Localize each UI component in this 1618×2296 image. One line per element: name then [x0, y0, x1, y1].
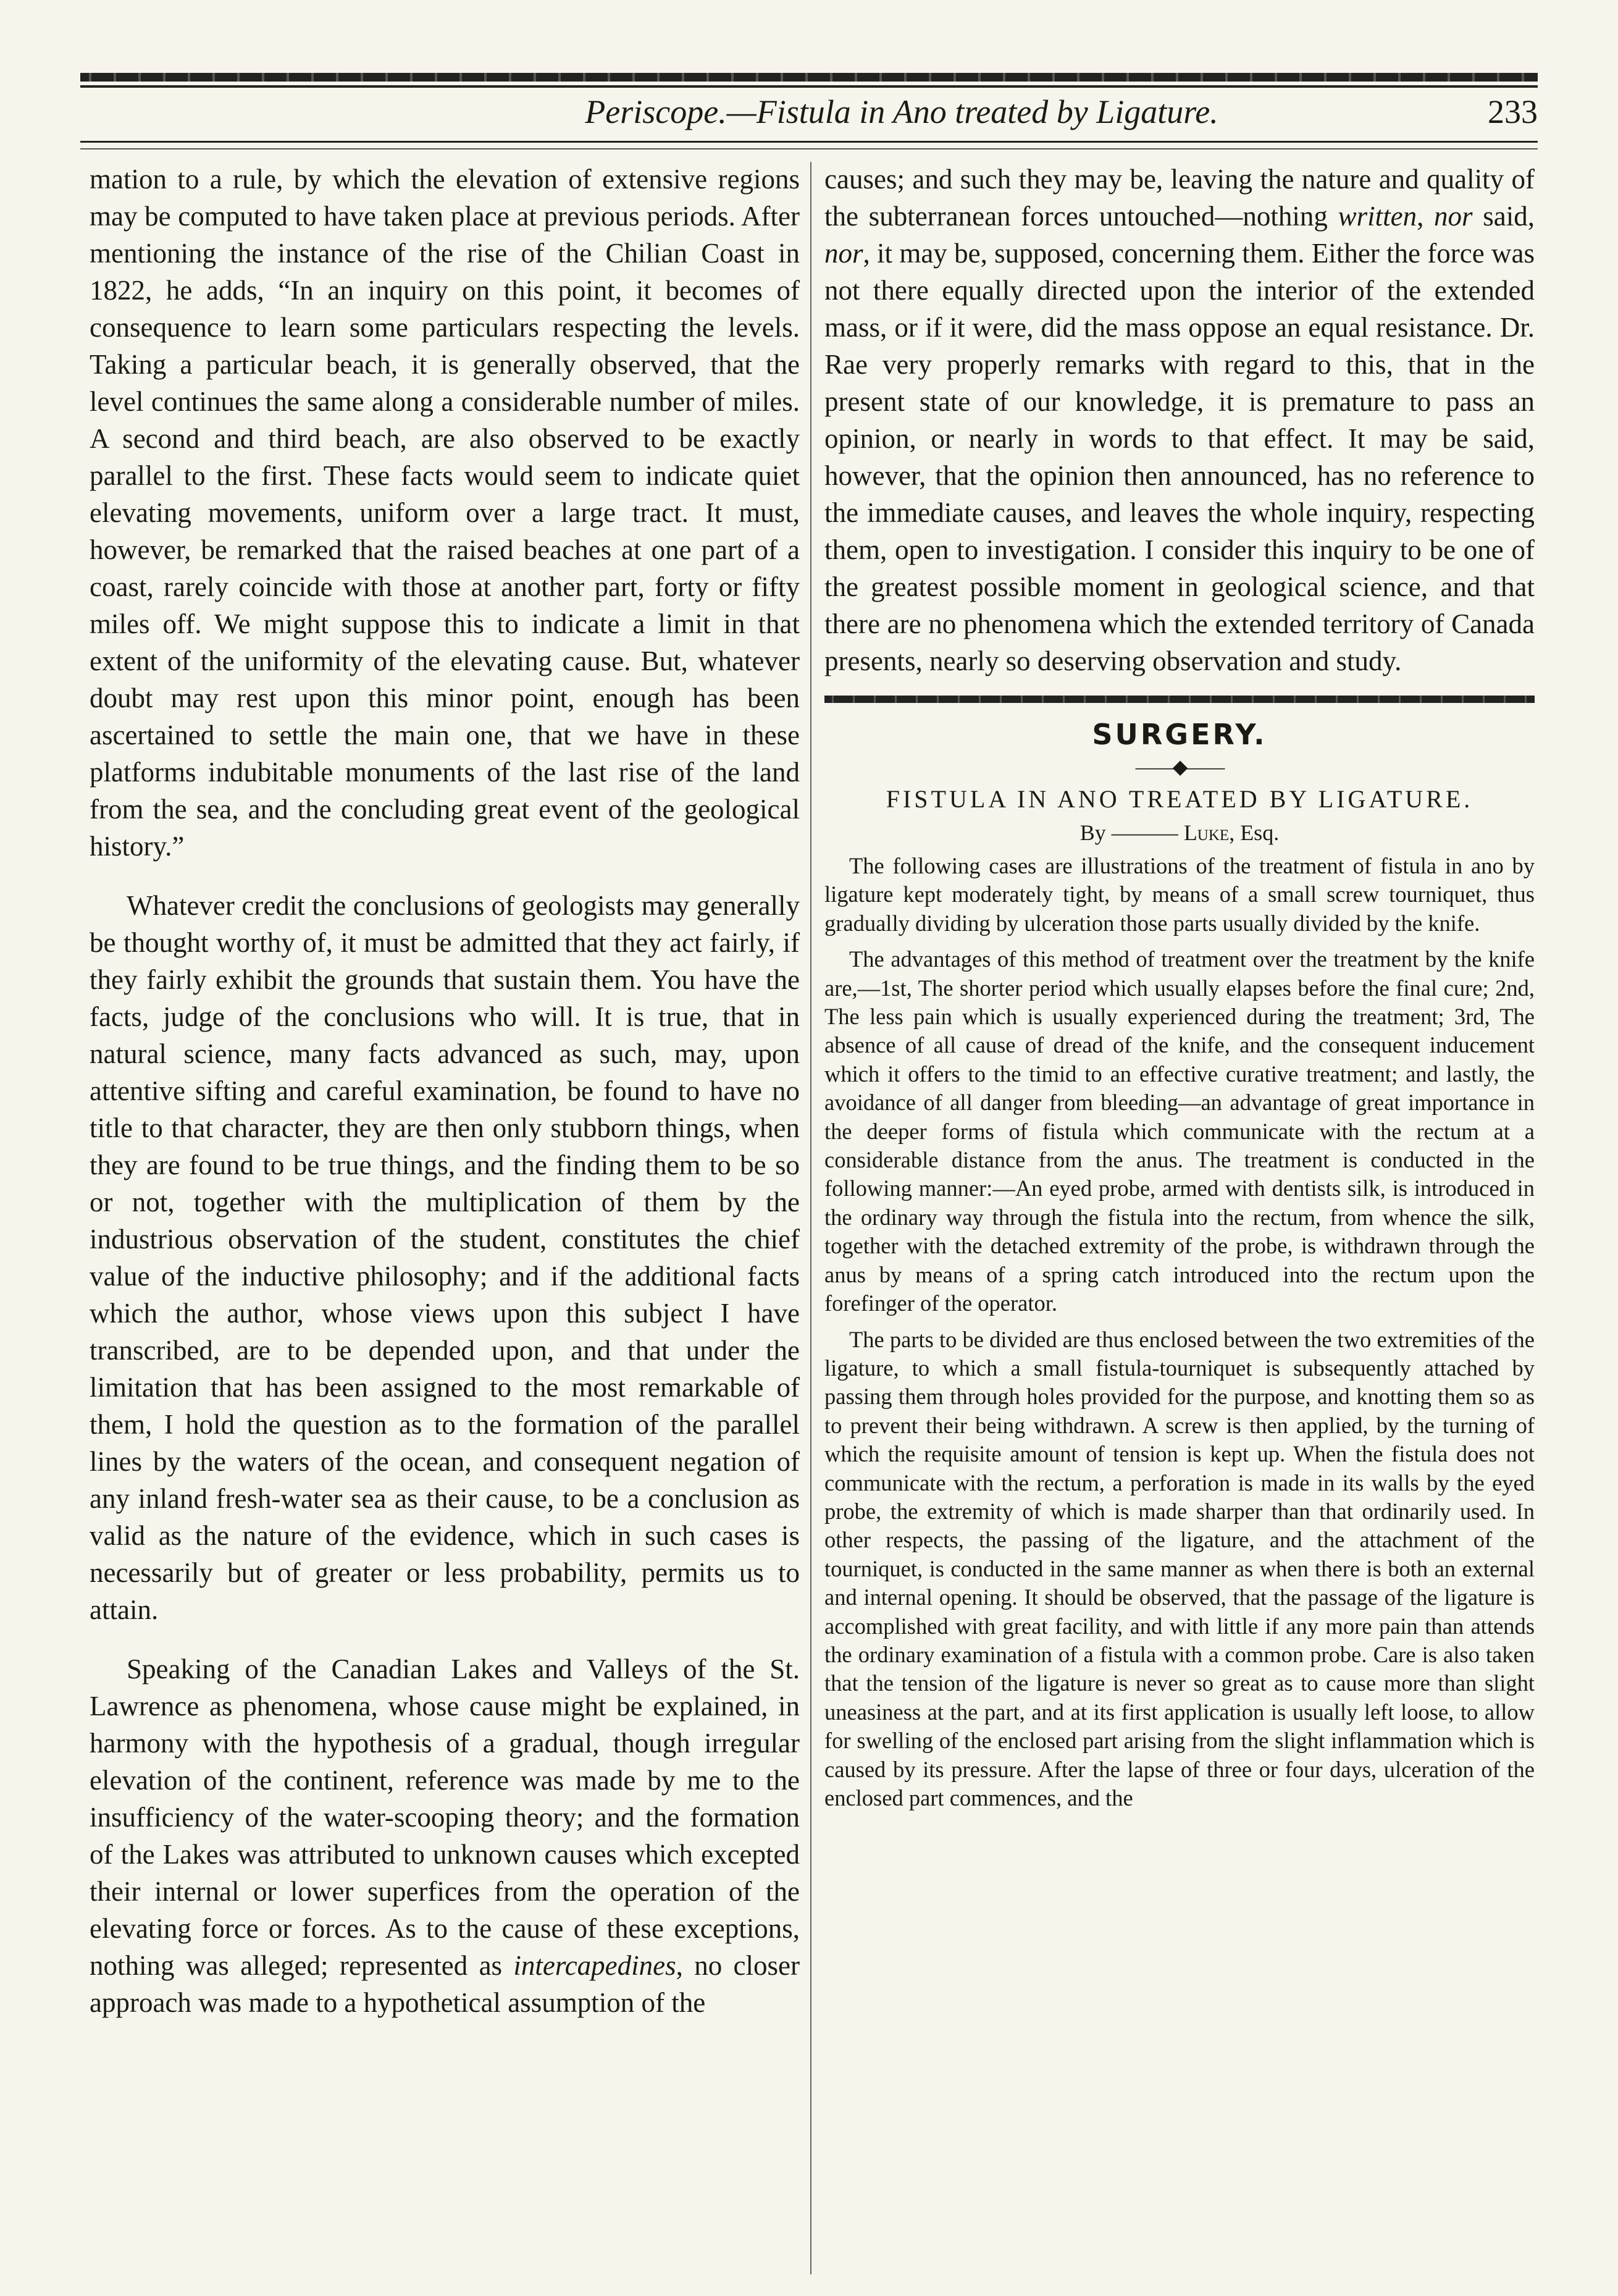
- paragraph-text: , it may be, supposed, concerning them. Either the force was not there equally directed upon the interior of the extended mass, or if it were, did the mass oppose an equal resistance. Dr. Rae very properly remarks with regard to this, that in the present state of our knowledge, it is premature to pass an opinion, or nearly in words to that effect. It may be said, however, that the opinion then announced, has no reference to the immediate causes, and leaves the whole inquiry, respecting them, open to investigation. I consider this inquiry to be one of the greatest possible moment in geological science, and that there are no phenomena which the extended territory of Canada presents, nearly so deserving observation and study.: [824, 238, 1535, 676]
- section-heading: SURGERY.: [1092, 718, 1267, 751]
- small-paragraph: The following cases are illustrations of the treatment of fistula in ano by ligature kept moderately tight, by means of a small screw tourniquet, thus gradually dividing by ulceration those parts usually divided by the knife.: [824, 853, 1535, 936]
- byline: [824, 820, 1535, 846]
- header-rule-thin: [80, 148, 1538, 149]
- paragraph-text: ,: [1417, 201, 1435, 232]
- small-paragraph: The advantages of this method of treatment over the treatment by the knife are,—1st, The shorter period which usually elapses before the final cure; 2nd, The less pain which is usually experienced during the treatment; 3rd, The absence of all cause of dread of the knife, and the consequent inducement which it offers to the timid to an effective curative treatment; and lastly, the avoidance of all danger from bleeding—an advantage of great importance in the deeper forms of fistula which communicate with the rectum at a considerable distance from the anus. The treatment is conducted in the following manner:—An eyed probe, armed with dentists silk, is introduced in the ordinary way through the fistula into the rectum, from whence the silk, together with the detached extremity of the probe, is withdrawn through the anus by means of a spring catch introduced into the rectum upon the forefinger of the operator.: [824, 946, 1535, 1316]
- paragraph-text: , no closer approach was made to a hypothetical assumption of the: [90, 1950, 800, 2018]
- page-number: 233: [1488, 93, 1538, 130]
- byline-prefix: By ———: [1079, 820, 1184, 845]
- article-title: FISTULA IN ANO TREATED BY LIGATURE.: [886, 785, 1473, 813]
- paragraph: Whatever credit the conclusions of geologists may generally be thought worthy of, it must be admitted that they act fairly, if they fairly exhibit the grounds that sustain them. You have the facts, judge of the conclusions who will. It is true, that in natural science, many facts advanced as such, may, upon attentive sifting and careful examination, be found to have no title to that character, they are then only stubborn things, when they are found to be true things, and the finding them to be so or not, together with the multiplication of them by the industrious observation of the student, constitutes the chief value of the inductive philosophy; and if the additional facts which the author, whose views upon this subject I have transcribed, are to be depended upon, and that under the limitation that has been assigned to the most remarkable of them, I hold the question as to the formation of the parallel lines by the waters of the ocean, and consequent negation of any inland fresh-water sea as their cause, to be a conclusion as valid as the nature of the evidence, which in such cases is necessarily but of greater or less probability, permits us to attain.: [90, 890, 800, 1625]
- running-title: Periscope.—Fistula in Ano treated by Ligature.: [585, 93, 1218, 130]
- byline-suffix: , Esq.: [1229, 820, 1280, 845]
- header-rule: [80, 141, 1538, 143]
- left-column: [90, 161, 800, 2043]
- running-header: [80, 93, 1538, 136]
- italic-term: intercapedines: [513, 1950, 676, 1981]
- column-divider: [810, 162, 811, 2274]
- right-column: [824, 161, 1535, 1812]
- paragraph-text: said,: [1472, 201, 1535, 232]
- small-paragraph: The parts to be divided are thus enclosed between the two extremities of the ligature, to which a small fistula-tourniquet is subsequently attached by passing them through holes provided for the purpose, and knotting them so as to prevent their being withdrawn. A screw is then applied, by the turning of which the requisite amount of tension is kept up. When the fistula does not communicate with the rectum, a perforation is made in its walls by the eyed probe, the extremity of which is made sharper than that ordinarily used. In other respects, the passing of the ligature, and the attachment of the tourniquet, is conducted in the same manner as when there is both an external and internal opening. It should be observed, that the passage of the ligature is accomplished with great facility, and with little if any more pain than attends the ordinary examination of a fistula with a common probe. Care is also taken that the tension of the ligature is never so great as to cause more than slight uneasiness at the part, and at its first application is usually left loose, to allow for swelling of the enclosed part arising from the slight inflammation which is caused by its pressure. After the lapse of three or four days, ulceration of the enclosed part commences, and the: [824, 1326, 1535, 1810]
- paragraph: mation to a rule, by which the elevation of extensive regions may be computed to have taken place at previous periods. After mentioning the instance of the rise of the Chilian Coast in 1822, he adds, “In an inquiry on this point, it becomes of consequence to learn some particulars respecting the levels. Taking a particular beach, it is generally observed, that the level continues the same along a considerable number of miles. A second and third beach, are also observed to be exactly parallel to the first. These facts would seem to indicate quiet elevating movements, uniform over a large tract. It must, however, be remarked that the raised beaches at one part of a coast, rarely coincide with those at another part, forty or fifty miles off. We might suppose this to indicate a limit in that extent of the uniformity of the elevating cause. But, whatever doubt may rest upon this minor point, enough has been ascertained to settle the main one, that we have in these platforms indubitable monuments of the last rise of the land from the sea, and the concluding great event of the geological history.”: [90, 164, 800, 862]
- italic-word: nor: [1434, 201, 1473, 232]
- heading-ornament: ——◆——: [1135, 755, 1224, 778]
- paragraph: [90, 1651, 800, 2021]
- italic-word: written: [1338, 201, 1417, 232]
- paragraph-text: causes; and such they may be, leaving the nature and quality of the subterranean forces untouched—nothing: [824, 164, 1535, 232]
- section-ornamental-rule: [824, 696, 1535, 703]
- author-name: Luke: [1183, 820, 1230, 845]
- top-ornamental-rule: [80, 73, 1538, 82]
- paragraph: [824, 161, 1535, 679]
- top-thin-rule: [80, 85, 1538, 88]
- italic-word: nor: [824, 238, 863, 269]
- paragraph-text: Speaking of the Canadian Lakes and Valleys of the St. Lawrence as phenomena, whose cause might be explained, in harmony with the hypothesis of a gradual, though irregular elevation of the continent, reference was made by me to the insufficiency of the water-scooping theory; and the formation of the Lakes was attributed to unknown causes which excepted their internal or lower superfices from the operation of the elevating force or forces. As to the cause of these exceptions, nothing was alleged; represented as: [90, 1654, 800, 1981]
